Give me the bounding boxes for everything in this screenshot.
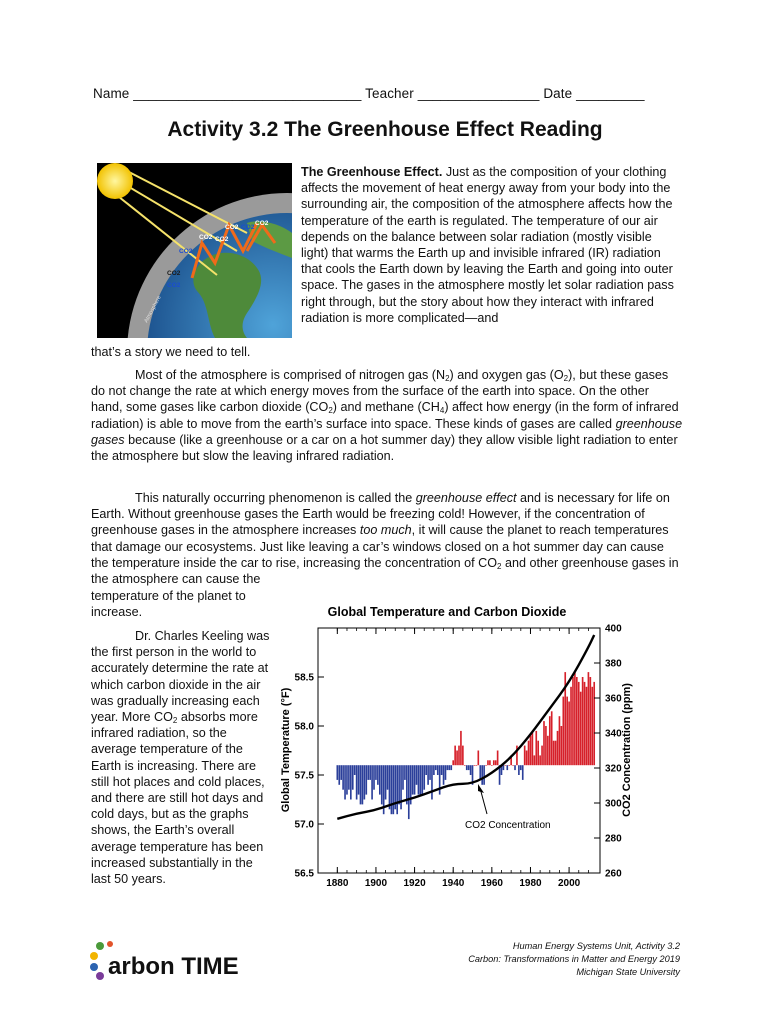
temperature-bar: [360, 765, 362, 804]
subscript: 2: [172, 716, 178, 726]
temperature-bar: [557, 731, 559, 765]
temperature-bar: [364, 765, 366, 799]
temperature-bar: [447, 765, 449, 770]
temperature-bar: [555, 741, 557, 766]
temperature-bar: [580, 692, 582, 766]
paragraph-greenhouse-intro: [301, 164, 681, 326]
text-run: because (like a greenhouse or a car on a hot summer day) they allow visible light radiation to enter the atmosphere but slow the leaving infrared radiation.: [91, 432, 678, 464]
temperature-bar: [358, 765, 360, 794]
temperature-bar: [350, 765, 352, 799]
annotation-arrowhead: [478, 784, 484, 793]
temperature-bar: [584, 682, 586, 765]
paragraph-heading: The Greenhouse Effect.: [301, 165, 443, 179]
temperature-bar: [456, 751, 458, 766]
temperature-bar: [518, 765, 520, 775]
temperature-bar: [441, 765, 443, 775]
temperature-bar: [593, 682, 595, 765]
temperature-bar: [468, 765, 470, 770]
y-axis-label: Global Temperature (°F): [280, 687, 292, 813]
x-tick-label: 1880: [326, 878, 349, 889]
temperature-bar: [481, 765, 483, 785]
temperature-bar: [435, 765, 437, 770]
temperature-bar: [458, 746, 460, 766]
x-tick-label: 1920: [403, 878, 426, 889]
temperature-bar: [389, 765, 391, 809]
emphasis: greenhouse effect: [415, 491, 517, 505]
temperature-bar: [476, 765, 478, 766]
co2-label: CO2: [167, 282, 181, 289]
temperature-bar: [508, 765, 510, 766]
text-run: ), but these gases do not change the rate at which energy moves from the surface of the earth into space. On the other hand, some gases like carbon dioxide (CO: [91, 368, 669, 415]
co2-annotation: CO2 Concentration: [465, 820, 551, 831]
date-label: Date: [543, 86, 573, 101]
temperature-bar: [338, 765, 340, 785]
temperature-bar: [381, 765, 383, 804]
temperature-bar: [477, 751, 479, 766]
temperature-bar: [491, 765, 493, 766]
temperature-bar: [348, 765, 350, 790]
text-run: ) affect how energy (in the form of infrared radiation) is able to move from the earth’s surface into space. These kinds of gases are called: [91, 400, 679, 431]
temperature-bar: [421, 765, 423, 794]
y-tick-label: 58.5: [294, 672, 314, 684]
temperature-bar: [354, 765, 356, 775]
temperature-bar: [539, 755, 541, 765]
temperature-bar: [454, 746, 456, 766]
x-tick-label: 2000: [557, 878, 581, 889]
y2-tick-label: 380: [605, 658, 622, 670]
temperature-bar: [591, 687, 593, 765]
temperature-bar: [375, 765, 377, 780]
temperature-bar: [590, 677, 592, 765]
paragraph-greenhouse-effect: [91, 490, 683, 587]
temperature-bar: [470, 765, 472, 775]
co2-label: CO2: [241, 224, 255, 231]
temperature-bar: [427, 765, 429, 785]
header-fields: [93, 86, 645, 101]
temperature-bar: [352, 765, 354, 790]
temperature-bar: [365, 765, 367, 794]
temperature-bar: [396, 765, 398, 814]
temperature-bar: [588, 672, 590, 765]
temperature-co2-chart: [275, 600, 635, 898]
temperature-bar: [414, 765, 416, 794]
x-tick-label: 1940: [442, 878, 465, 889]
text-run: , it will cause the planet to reach temperatures that damage our ecosystems. Just like leaving a car’s windows closed on a hot summer day can cause the temperature inside the car to rise, increasing the concentration of CO: [91, 523, 669, 570]
y2-tick-label: 300: [605, 798, 622, 810]
temperature-bar: [506, 765, 508, 770]
temperature-bar: [418, 765, 420, 794]
temperature-bar: [485, 765, 487, 766]
temperature-bar: [553, 741, 555, 766]
temperature-bar: [526, 751, 528, 766]
temperature-bar: [534, 755, 536, 765]
temperature-bar: [493, 760, 495, 765]
text-run: Dr. Charles Keeling was the first person in the world to accurately determine the rate at which carbon dioxide in the air was gradually increasing each year. More CO: [91, 629, 270, 725]
temperature-bar: [452, 760, 454, 765]
temperature-bar: [570, 687, 572, 765]
text-run: This naturally occurring phenomenon is called the: [135, 491, 416, 505]
temperature-bar: [336, 765, 338, 780]
temperature-bar: [483, 765, 485, 785]
text-run: and other greenhouse gases in the atmosphere can cause the: [91, 555, 679, 587]
temperature-bar: [568, 702, 570, 766]
temperature-bar: [367, 765, 369, 780]
temperature-bar: [362, 765, 364, 804]
sun-icon: [97, 163, 133, 199]
temperature-bar: [520, 765, 522, 770]
footer-line: Michigan State University: [576, 967, 680, 977]
subscript: 2: [497, 561, 502, 571]
temperature-bar: [547, 736, 549, 765]
footer-credits: [468, 940, 680, 979]
temperature-bar: [342, 765, 344, 790]
temperature-bar: [541, 746, 543, 766]
temperature-bar: [522, 765, 524, 780]
temperature-bar: [497, 751, 499, 766]
co2-label: CO2: [225, 224, 239, 231]
temperature-bar: [479, 765, 481, 780]
temperature-bar: [439, 765, 441, 794]
temperature-bar: [543, 721, 545, 765]
x-tick-label: 1960: [480, 878, 503, 889]
page-title: Activity 3.2 The Greenhouse Effect Reading: [167, 118, 603, 141]
temperature-bar: [449, 765, 451, 770]
text-run: Most of the atmosphere is comprised of nitrogen gas (N: [135, 368, 446, 382]
greenhouse-illustration: [97, 163, 292, 338]
temperature-bar: [562, 697, 564, 766]
footer-line: Human Energy Systems Unit, Activity 3.2: [512, 941, 680, 951]
co2-series-line: [337, 635, 594, 819]
emphasis: too much: [359, 523, 412, 538]
temperature-bar: [437, 765, 439, 775]
temperature-bar: [373, 765, 375, 790]
temperature-bar: [391, 765, 393, 814]
temperature-bar: [489, 760, 491, 765]
temperature-bar: [487, 760, 489, 765]
temperature-bar: [559, 716, 561, 765]
temperature-bar: [505, 765, 507, 766]
subscript: 4: [439, 406, 445, 416]
temperature-bar: [404, 765, 406, 780]
temperature-bar: [462, 746, 464, 766]
paragraph-text: Just as the composition of your clothing affects the movement of heat energy away from your body into the surrounding air, the composition of the atmosphere affects how the temperature of the earth is regulated. The temperature of our air depends on the balance between solar radiation (mostly visible light) that warms the Earth up and invisible infrared (IR) radiation that cools the Earth down by leaving the Earth and going into outer space. The gases in the atmosphere mostly let solar radiation pass right through, but the story about how they interact with infrared radiation is more complicated—and: [301, 165, 674, 325]
temperature-bar: [528, 741, 530, 766]
temperature-bar: [412, 765, 414, 794]
name-blank[interactable]: ______________________________: [133, 86, 362, 101]
temperature-bar: [535, 731, 537, 765]
temperature-bar: [582, 677, 584, 765]
x-tick-label: 1900: [364, 878, 388, 889]
temperature-bar: [551, 711, 553, 765]
temperature-bar: [466, 765, 468, 770]
emphasis: greenhouse gases: [91, 416, 683, 447]
temperature-bar: [423, 765, 425, 790]
y2-tick-label: 320: [605, 763, 622, 775]
temperature-bar: [445, 765, 447, 780]
y2-tick-label: 360: [605, 693, 622, 705]
temperature-bar: [450, 765, 452, 770]
temperature-bar: [379, 765, 381, 794]
temperature-bar: [503, 765, 505, 770]
y-tick-label: 57.0: [294, 819, 314, 831]
temperature-bar: [549, 716, 551, 765]
paragraph-atmosphere-composition: [91, 367, 683, 464]
teacher-blank[interactable]: ________________: [417, 86, 540, 101]
text-run: ) and methane (CH: [332, 400, 440, 415]
temperature-bar: [340, 765, 342, 780]
temperature-bar: [530, 736, 532, 765]
temperature-bar: [346, 765, 348, 794]
temperature-bar: [524, 746, 526, 766]
chart-title: Global Temperature and Carbon Dioxide: [327, 605, 567, 619]
logo-text: arbon TIME: [108, 953, 239, 980]
subscript: 2: [563, 374, 569, 383]
temperature-bar: [572, 677, 574, 765]
temperature-bar: [576, 677, 578, 765]
temperature-bar: [574, 672, 576, 765]
y2-tick-label: 340: [605, 728, 622, 740]
y-tick-label: 56.5: [294, 868, 314, 880]
temperature-bar: [425, 765, 427, 775]
temperature-bar: [474, 765, 476, 766]
y2-tick-label: 400: [605, 623, 622, 635]
paragraph-continuation: temperature of the planet to increase.: [91, 589, 246, 620]
temperature-bar: [537, 741, 539, 766]
atmosphere-label: Atmosphere: [143, 294, 163, 324]
date-blank[interactable]: _________: [576, 86, 645, 101]
teacher-label: Teacher: [365, 86, 414, 101]
subscript: 2: [445, 374, 450, 383]
y2-axis-label: CO2 Concentration (ppm): [621, 683, 633, 817]
temperature-bars: [336, 672, 595, 819]
temperature-bar: [566, 697, 568, 766]
temperature-bar: [443, 765, 445, 785]
paragraph-keeling: [91, 628, 273, 887]
temperature-bar: [532, 731, 534, 765]
temperature-bar: [545, 726, 547, 765]
temperature-bar: [369, 765, 371, 780]
text-run: and is necessary for life on Earth. Without greenhouse gases the Earth would be freezing cold! However, if the concentration of greenhouse gases in the atmosphere increases: [91, 491, 670, 538]
temperature-bar: [398, 765, 400, 804]
temperature-bar: [371, 765, 373, 799]
text-run: ) and oxygen gas (O: [449, 368, 564, 382]
temperature-bar: [578, 682, 580, 765]
temperature-bar: [344, 765, 346, 799]
temperature-bar: [460, 731, 462, 765]
temperature-bar: [420, 765, 422, 794]
temperature-bar: [431, 765, 433, 799]
co2-label: CO2: [199, 234, 213, 241]
temperature-bar: [429, 765, 431, 780]
temperature-bar: [561, 726, 563, 765]
temperature-bar: [514, 765, 516, 770]
temperature-bar: [387, 765, 389, 790]
temperature-bar: [495, 760, 497, 765]
temperature-bar: [377, 765, 379, 785]
temperature-bar: [464, 765, 466, 766]
paragraph-continuation: that’s a story we need to tell.: [91, 345, 251, 359]
y2-tick-label: 280: [605, 833, 622, 845]
temperature-bar: [512, 765, 514, 766]
carbon-time-logo: [90, 938, 265, 982]
temperature-bar: [402, 765, 404, 790]
co2-label: CO2: [215, 236, 229, 243]
y-tick-label: 58.0: [294, 721, 314, 733]
temperature-bar: [586, 687, 588, 765]
co2-label: CO2: [179, 248, 193, 255]
text-run: absorbs more infrared radiation, so the average temperature of the Earth is increasing. There are still hot places and cold places, and there are still hot days and cold days, but as the graphs shows, the Earth’s overall average temperature has been increased substantially in the last 50 years.: [91, 710, 265, 887]
temperature-bar: [408, 765, 410, 819]
temperature-bar: [433, 765, 435, 775]
temperature-bar: [393, 765, 395, 814]
name-label: Name: [93, 86, 130, 101]
co2-label: CO2: [167, 270, 181, 277]
subscript: 2: [328, 406, 333, 416]
y-tick-label: 57.5: [294, 770, 314, 782]
co2-label: CO2: [255, 220, 269, 227]
footer-line: Carbon: Transformations in Matter and Energy 2019: [468, 954, 680, 964]
temperature-bar: [416, 765, 418, 785]
temperature-bar: [356, 765, 358, 799]
y2-tick-label: 260: [605, 868, 622, 880]
temperature-bar: [385, 765, 387, 799]
x-tick-label: 1980: [519, 878, 542, 889]
